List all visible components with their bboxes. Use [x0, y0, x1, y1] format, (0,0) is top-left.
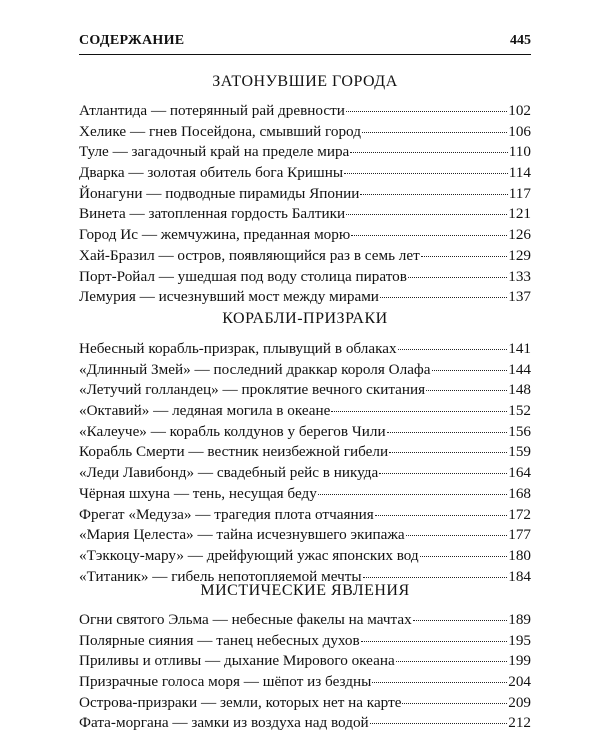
toc-entry [79, 714, 531, 735]
toc-entry-title: Йонагуни — подводные пирамиды Японии [79, 184, 360, 202]
dot-leader [426, 390, 507, 391]
toc-entry [79, 464, 531, 485]
toc-entry [79, 402, 531, 423]
running-head [79, 33, 531, 49]
toc-list [79, 611, 531, 735]
toc-entry-page: 129 [508, 246, 531, 264]
dot-leader [389, 452, 507, 453]
toc-entry-title: Огни святого Эльма — небесные факелы на мачтах [79, 611, 412, 628]
toc-entry [79, 268, 531, 289]
toc-entry [79, 485, 531, 506]
toc-entry [79, 205, 531, 226]
toc-entry [79, 185, 531, 206]
toc-entry-page: 121 [508, 205, 531, 223]
dot-leader [421, 256, 507, 257]
toc-entry-page: 110 [508, 143, 531, 161]
toc-entry-page: 133 [508, 267, 531, 285]
toc-entry [79, 340, 531, 361]
toc-entry-page: 148 [508, 381, 531, 399]
toc-entry-page: 117 [508, 184, 531, 202]
toc-entry-title: «Тэккоцу-мару» — дрейфующий ужас японских вод [79, 546, 419, 564]
toc-entry-page: 114 [508, 164, 531, 182]
toc-entry-title: Приливы и отливы — дыхание Мирового океана [79, 652, 395, 670]
toc-entry-page: 177 [508, 526, 531, 544]
dot-leader [402, 703, 507, 704]
toc-entry-page: 212 [508, 714, 531, 732]
toc-entry [79, 632, 531, 653]
toc-entry-title: Фрегат «Медуза» — трагедия плота отчаяния [79, 505, 374, 523]
toc-list [79, 340, 531, 588]
toc-entry-title: Винета — затопленная гордость Балтики [79, 205, 346, 223]
page-number: 445 [510, 33, 531, 48]
toc-entry [79, 361, 531, 382]
toc-entry-title: «Калеуче» — корабль колдунов у берегов Чили [79, 422, 386, 440]
toc-entry-title: «Длинный Змей» — последний драккар короля Олафа [79, 360, 431, 378]
dot-leader [372, 682, 507, 683]
dot-leader [396, 661, 508, 662]
header-rule [79, 54, 531, 55]
toc-entry-title: Туле — загадочный край на пределе мира [79, 143, 350, 161]
toc-entry-page: 152 [508, 402, 531, 420]
dot-leader [351, 235, 507, 236]
dot-leader [331, 411, 507, 412]
toc-entry [79, 247, 531, 268]
toc-entry [79, 164, 531, 185]
dot-leader [346, 111, 507, 112]
toc-entry-page: 172 [508, 505, 531, 523]
dot-leader [432, 370, 508, 371]
toc-entry-page: 159 [508, 443, 531, 461]
toc-entry-title: «Октавий» — ледяная могила в океане [79, 402, 331, 420]
toc-entry [79, 547, 531, 568]
section-title: МИСТИЧЕСКИЕ ЯВЛЕНИЯ [200, 582, 410, 599]
dot-leader [406, 535, 508, 536]
dot-leader [361, 641, 508, 642]
dot-leader [413, 620, 508, 621]
toc-entry [79, 123, 531, 144]
toc-entry-page: 195 [508, 631, 531, 649]
toc-entry-page: 204 [508, 673, 531, 691]
toc-entry-page: 144 [508, 360, 531, 378]
dot-leader [344, 173, 508, 174]
toc-entry [79, 526, 531, 547]
dot-leader [398, 349, 508, 350]
toc-entry-page: 209 [508, 693, 531, 711]
toc-entry-title: Хелике — гнев Посейдона, смывший город [79, 122, 361, 140]
toc-entry-title: Атлантида — потерянный рай древности [79, 102, 345, 119]
toc-entry-title: Фата-моргана — замки из воздуха над водой [79, 714, 369, 732]
dot-leader [380, 297, 507, 298]
toc-entry-page: 180 [508, 546, 531, 564]
section-title: КОРАБЛИ-ПРИЗРАКИ [222, 310, 388, 327]
toc-entry-page: 199 [508, 652, 531, 670]
toc-entry [79, 288, 531, 309]
toc-entry-title: Дварка — золотая обитель бога Кришны [79, 164, 344, 182]
dot-leader [350, 152, 507, 153]
toc-entry [79, 102, 531, 123]
dot-leader [318, 494, 507, 495]
dot-leader [362, 132, 507, 133]
toc-entry-title: «Мария Целеста» — тайна исчезнувшего экипажа [79, 526, 405, 544]
dot-leader [370, 723, 508, 724]
toc-entry [79, 652, 531, 673]
dot-leader [420, 556, 508, 557]
section-title: ЗАТОНУВШИЕ ГОРОДА [212, 73, 398, 90]
toc-entry [79, 506, 531, 527]
toc-entry [79, 443, 531, 464]
toc-entry [79, 143, 531, 164]
toc-entry-page: 164 [508, 464, 531, 482]
toc-entry-title: «Титаник» — гибель непотопляемой мечты [79, 567, 362, 585]
toc-entry-title: Город Ис — жемчужина, преданная морю [79, 226, 351, 244]
toc-entry-title: Корабль Смерти — вестник неизбежной гибели [79, 443, 389, 461]
toc-entry-page: 137 [508, 288, 531, 306]
toc-entry-title: Хай-Бразил — остров, появляющийся раз в семь лет [79, 246, 420, 264]
toc-entry-page: 141 [508, 340, 531, 357]
toc-entry-title: «Летучий голландец» — проклятие вечного скитания [79, 381, 426, 399]
dot-leader [375, 515, 508, 516]
toc-entry [79, 694, 531, 715]
toc-entry-title: Призрачные голоса моря — шёпот из бездны [79, 673, 372, 691]
toc-entry-title: Небесный корабль-призрак, плывущий в облаках [79, 340, 397, 357]
dot-leader [387, 432, 508, 433]
dot-leader [363, 577, 508, 578]
dot-leader [408, 277, 507, 278]
dot-leader [346, 214, 507, 215]
toc-entry-title: Лемурия — исчезнувший мост между мирами [79, 288, 379, 306]
toc-entry-page: 168 [508, 484, 531, 502]
dot-leader [360, 194, 507, 195]
toc-entry-title: Чёрная шхуна — тень, несущая беду [79, 484, 317, 502]
toc-entry [79, 423, 531, 444]
toc-entry-page: 106 [508, 122, 531, 140]
toc-entry-title: Острова-призраки — земли, которых нет на карте [79, 693, 402, 711]
toc-entry-title: Полярные сияния — танец небесных духов [79, 631, 360, 649]
toc-entry-page: 156 [508, 422, 531, 440]
toc-entry [79, 673, 531, 694]
toc-entry-page: 102 [508, 102, 531, 119]
dot-leader [379, 473, 507, 474]
running-head-title: СОДЕРЖАНИЕ [79, 33, 185, 48]
toc-entry-page: 126 [508, 226, 531, 244]
toc-entry [79, 611, 531, 632]
toc-entry [79, 381, 531, 402]
toc-entry-title: «Леди Лавибонд» — свадебный рейс в никуда [79, 464, 379, 482]
toc-entry-page: 184 [508, 567, 531, 585]
toc-entry-page: 189 [508, 611, 531, 628]
toc-list [79, 102, 531, 309]
toc-entry-title: Порт-Ройал — ушедшая под воду столица пиратов [79, 267, 407, 285]
toc-entry [79, 226, 531, 247]
